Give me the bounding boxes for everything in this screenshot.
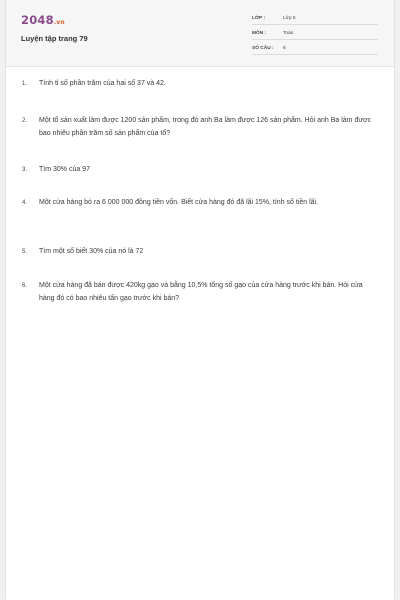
worksheet-header bbox=[6, 0, 394, 67]
meta-label: MÔN : bbox=[252, 31, 267, 36]
site-logo[interactable] bbox=[21, 13, 65, 27]
question-text: Một tổ sản xuất làm được 1200 sản phẩm, trong đó anh Ba làm được 126 sản phẩm. Hỏi anh Ba làm được bao nhiêu phần trăm số sản phẩm của tổ? bbox=[39, 117, 372, 137]
meta-row-question-count bbox=[252, 44, 378, 55]
question-number: 4. bbox=[22, 200, 28, 206]
page-title: Luyện tập trang 79 bbox=[21, 34, 88, 43]
meta-value: Toán bbox=[283, 31, 294, 36]
question-number: 6. bbox=[22, 283, 28, 289]
meta-row-class bbox=[252, 14, 378, 25]
worksheet-page bbox=[6, 0, 394, 600]
logo-text: 2048 bbox=[21, 13, 54, 27]
question-number: 3. bbox=[22, 167, 28, 173]
question-number: 5. bbox=[22, 249, 28, 255]
meta-row-subject bbox=[252, 29, 378, 40]
meta-value: 6 bbox=[283, 46, 286, 51]
meta-value: Lớp 5 bbox=[283, 16, 296, 21]
logo-domain: .vn bbox=[53, 19, 65, 26]
question-text: Một cửa hàng bỏ ra 6 000 000 đồng tiền vốn. Biết cửa hàng đó đã lãi 15%, tính số tiền lãi. bbox=[39, 199, 319, 206]
question-number: 1. bbox=[22, 81, 28, 87]
question-text: Tìm một số biết 30% của nó là 72 bbox=[39, 248, 144, 255]
question-text: Tìm 30% của 97 bbox=[39, 166, 90, 173]
question-text: Một cửa hàng đã bán được 420kg gạo và bằng 10,5% tổng số gạo của cửa hàng trước khi bán. Hỏi cửa hàng đó có bao nhiêu tấn gạo trước khi bán? bbox=[39, 282, 363, 302]
question-number: 2. bbox=[22, 118, 28, 124]
meta-label: SỐ CÂU : bbox=[252, 46, 274, 51]
question-text: Tính tỉ số phần trăm của hai số 37 và 42. bbox=[39, 80, 166, 87]
meta-label: LỚP : bbox=[252, 16, 266, 21]
